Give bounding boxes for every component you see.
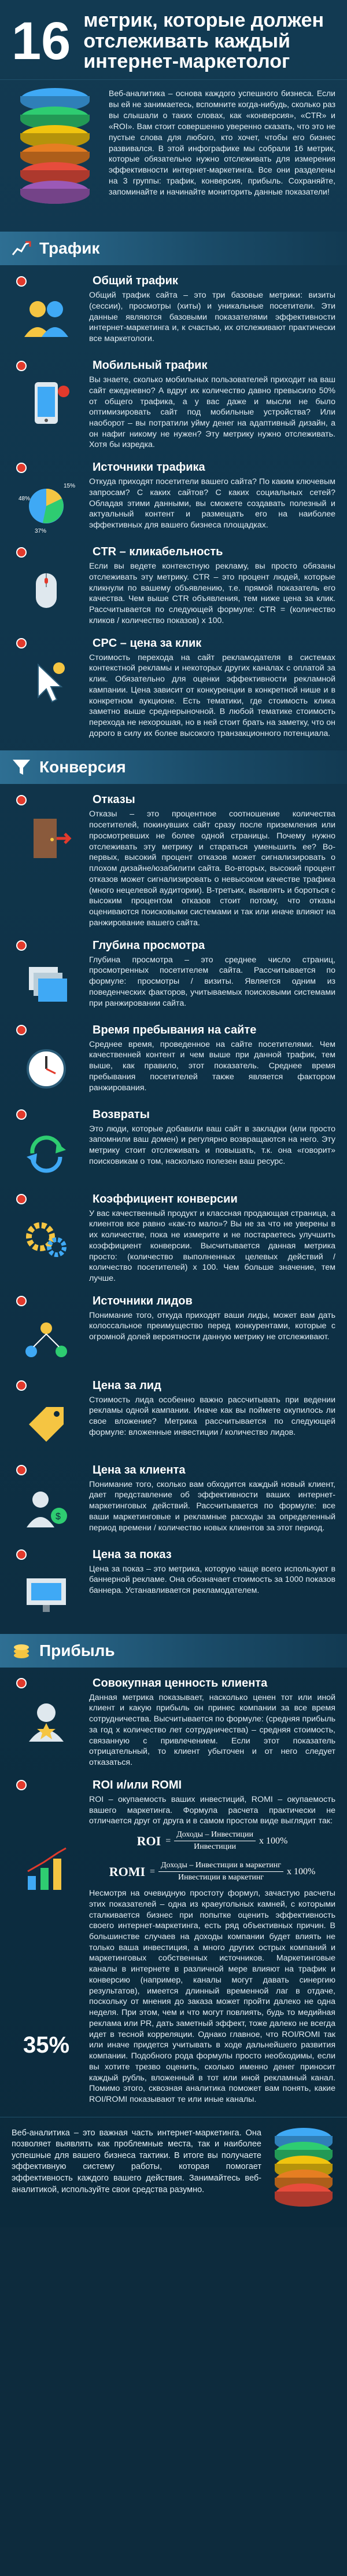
pin-icon xyxy=(16,1109,27,1120)
item-text: Это люди, которые добавили ваш сайт в закладки (или просто запомнили ваш домен) и регулярно возвращаются на него. Эту метрику стоит отслеживать и повышать, т.к. она «говорит» поисковикам о том, насколько полезен ваш ресурс. xyxy=(89,1124,335,1166)
section-profit xyxy=(0,1634,347,1668)
item-title: Время пребывания на сайте xyxy=(93,1023,257,1036)
metric-client-value xyxy=(0,1672,347,1774)
metric-cost-per-lead xyxy=(0,1375,347,1459)
formula-lhs: ROI xyxy=(136,1833,161,1848)
item-text: Данная метрика показывает, насколько ценен тот или иной клиент и какую прибыль он принес компании за все время сотрудничества. Высчитывается по формуле: (средняя прибыль за год x количество лет сотрудничества) – средняя стоимость, связанную с привлечением. Если этот показатель отрицательный, то клиент убыточен и от него следует отказаться. xyxy=(89,1692,336,1768)
section-conversion-title: Конверсия xyxy=(39,758,126,776)
pin-icon xyxy=(16,940,27,951)
item-text: Откуда приходят посетители вашего сайта? По каким ключевым запросам? С каких сайтов? С каких социальных сетей? Обладая этими данными, вы сможете создавать полезный и актуальный контент и размещать его на наиболее эффективных для вашего бизнеса площадках. xyxy=(89,477,335,530)
lead-sources-icon xyxy=(17,1311,75,1369)
metric-depth xyxy=(0,935,347,1019)
item-title: Источники лидов xyxy=(93,1294,193,1307)
section-profit-title: Прибыль xyxy=(39,1641,115,1659)
item-text: Среднее время, проведенное на сайте посетителями. Чем качественней контент и чем выше при данной трафик, тем выше, как правило, этот показатель. Среднее время пребывания посетителей также является фактором ранжирования. xyxy=(89,1039,335,1093)
metric-mobile-traffic xyxy=(0,354,347,456)
metric-ctr xyxy=(0,541,347,632)
item-text: Понимание того, сколько вам обходится каждый новый клиент, дает представление об эффективности ваших интернет-маркетинговых действий. Рассчитывается по формуле: все ваши маркетинговые и рекламные расходы за определенный период времени / количество новых клиентов за этот период. xyxy=(89,1479,335,1533)
conversion-gears-icon xyxy=(17,1209,75,1267)
item-text: Вы знаете, сколько мобильных пользователей приходит на ваш сайт ежедневно? А вдруг их количество давно превысило 50% от общего трафика, а у вас даже и мысли не было оптимизировать сайт под мобильные устройства? Или наоборот – вы потратили уйму денег на адаптивный дизайн, а он нафиг никому не нужен? Эту метрику нужно отслеживать. Хотя бы изредка. xyxy=(89,375,335,450)
item-text: Глубина просмотра – это среднее число страниц, просмотренных посетителем сайта. Рассчитывается по формуле: просмотры / визиты. Является одним из поведенческих факторов, учитываемых поисковыми системами при ранжировании сайта. xyxy=(89,955,335,1008)
return-arrows-icon xyxy=(17,1124,75,1182)
item-title: ROI и/или ROMI xyxy=(93,1778,182,1791)
item-title: Источники трафика xyxy=(93,461,205,474)
metric-conversion-rate xyxy=(0,1188,347,1290)
section-traffic xyxy=(0,232,347,265)
roi-percent-badge: 35% xyxy=(23,2032,70,2058)
pin-icon xyxy=(16,463,27,473)
layer-stack-icon xyxy=(272,2128,335,2215)
metric-bounces xyxy=(0,789,347,934)
price-tag-icon xyxy=(17,1395,75,1453)
metric-total-traffic xyxy=(0,270,347,354)
pie-label: 48% xyxy=(19,496,31,503)
pin-icon xyxy=(16,361,27,371)
metric-time-on-site xyxy=(0,1019,347,1104)
clock-icon xyxy=(17,1040,75,1098)
coins-icon xyxy=(10,1640,32,1662)
romi-formula: ROMI = $\frac{\text{Доходы – Инвестиции в маркетинг}}{\text{Инвестиции в маркетинг}}$ x 100% xyxy=(109,1861,316,1882)
metric-cost-per-client xyxy=(0,1459,347,1544)
depth-layers-icon xyxy=(17,955,75,1013)
pin-icon xyxy=(16,1549,27,1560)
metric-cost-per-impression xyxy=(0,1544,347,1628)
pin-icon xyxy=(16,276,27,287)
pie-label: 37% xyxy=(35,528,47,535)
layer-stack-icon xyxy=(12,88,98,215)
item-title: CTR – кликабельность xyxy=(93,545,223,559)
section-traffic-title: Трафик xyxy=(39,239,100,258)
footer xyxy=(0,2117,347,2227)
item-title: Цена за лид xyxy=(93,1379,161,1392)
metric-returns xyxy=(0,1104,347,1188)
formula-denominator: Инвестиции xyxy=(194,1842,237,1852)
formula-tail: x 100% xyxy=(259,1835,288,1846)
pin-icon xyxy=(16,1296,27,1306)
metric-cpc xyxy=(0,632,347,745)
item-text: Если вы ведете контекстную рекламу, вы просто обязаны отслеживать эту метрику. CTR – это процент людей, которые кликнули по вашему объявлению, т.е. прямой показатель его качества. Чем выше CTR объявления, тем ниже цена за клик. Рассчитывается по следующей формуле: CTR = (количество кликов / количество показов) x 100. xyxy=(89,562,335,625)
funnel-icon xyxy=(10,756,32,778)
metric-roi-romi xyxy=(0,1774,347,2111)
svg-text:$: $ xyxy=(56,1511,61,1522)
header-title xyxy=(83,10,324,72)
item-title: Отказы xyxy=(93,793,135,807)
traffic-sources-pie-icon xyxy=(17,477,75,535)
banner-display-icon xyxy=(17,1564,75,1622)
item-title: Цена за показ xyxy=(93,1548,172,1561)
item-title: Общий трафик xyxy=(93,274,178,288)
people-icon xyxy=(17,291,75,349)
metric-traffic-sources xyxy=(0,456,347,541)
item-title: Мобильный трафик xyxy=(93,359,208,372)
item-title: Совокупная ценность клиента xyxy=(93,1676,268,1690)
item-text: ROI – окупаемость ваших инвестиций, ROMI – окупаемость вашего маркетинга. Формула расчета практически не отличается друг от друга и в самом простом виде выглядит так: xyxy=(89,1794,335,1826)
pin-icon xyxy=(16,1678,27,1688)
item-title: Цена за клиента xyxy=(93,1463,186,1476)
header xyxy=(0,0,347,80)
header-title-line3: интернет-маркетолог xyxy=(83,50,290,73)
item-text: Общий трафик сайта – это три базовые метрики: визиты (сессии), просмотры (хиты) и уникальные посетители. Эти данные являются базовыми показателями эффективности интернет-маркетинга и, к счастью, их отслеживают практически все маркетологи. xyxy=(89,291,335,343)
item-text: Понимание того, откуда приходят ваши лиды, может вам дать колоссальное преимущество перед конкурентами, которые с огромной долей вероятности данную метрику не отслеживают. xyxy=(89,1310,335,1342)
roi-chart-icon xyxy=(17,1841,75,1899)
pin-icon xyxy=(16,1025,27,1035)
pie-label: 15% xyxy=(64,483,75,490)
cursor-click-icon xyxy=(17,653,75,711)
item-text: Стоимость лида особенно важно рассчитывать при ведении рекламы одной кампании. Иначе как вы поймете окупилось ли свое вложение? Метрика рассчитывается по следующей формуле: вложенные инвестиции / количество лидов. xyxy=(89,1395,335,1437)
pin-icon xyxy=(16,1780,27,1790)
item-title: Коэффициент конверсии xyxy=(93,1192,238,1205)
pin-icon xyxy=(16,1380,27,1391)
header-title-line2: отслеживать каждый xyxy=(83,30,290,52)
formula-numerator: Доходы – Инвестиции в маркетинг xyxy=(158,1861,283,1872)
exit-door-icon xyxy=(17,809,75,867)
metric-lead-sources xyxy=(0,1290,347,1375)
pin-icon xyxy=(16,1465,27,1475)
formula-tail: x 100% xyxy=(286,1866,316,1877)
footer-text: Веб-аналитика – это важная часть интернет-маркетинга. Она позволяет выявлять как проблемные места, так и наиболее успешные для вашего бизнеса тактики. В итоге вы получаете эффективную систему работы, которая помогает эффективность каждого вашего действия. Занимайтесь веб-аналитикой, используйте свои средства разумно. xyxy=(12,2128,261,2194)
item-title: Возвраты xyxy=(93,1108,150,1121)
item-text: Несмотря на очевидную простоту формул, зачастую расчеты этих показателей – одна из краеугольных камней, с которыми сталкивается бизнес при попытке оценить эффективность своего интернет-маркетинга, есть ряд объективных причин. В большинстве случаев на доходы компании будет влиять не только ваша инвестиция, а много других острых компаний и маркетинговых собственных источников. Маркетинговые каналы в интернете в различной мере влияют на трафик и конверсию (например, каналы могут давать синергию результатов), имеется длинный временной лаг в отдаче, поскольку от мнения до заказа может пройти далеко не одна неделя. При этом, чем и что могут повлиять, будь то медийная реклама или PR, дать заметный эффект, тоже далеко не всегда идет в тесной корреляции. Однако главное, что ROI/ROMI так или иначе придется учитывать в ходе дальнейшего развития компании. Подобного рода формулы просто необходимы, если вы хотите трезво оценить, сколько именно денег приносит каждый рубль, вложенный в тот или иной рекламный канал. Помимо этого, сквозная аналитика поможет вам понять, какие ROI/ROMI показывают те или иные каналы. xyxy=(89,1889,335,2104)
pin-icon xyxy=(16,638,27,648)
pin-icon xyxy=(16,1194,27,1204)
item-title: Глубина просмотра xyxy=(93,939,205,952)
formula-lhs: ROMI xyxy=(109,1864,146,1879)
mobile-traffic-icon xyxy=(17,375,75,433)
section-conversion xyxy=(0,750,347,784)
item-title: CPC – цена за клик xyxy=(93,636,202,650)
item-text: Отказы – это процентное соотношение количества посетителей, покинувших сайт сразу после приземления или просмотревших не более одной страницы. Почему нужно отслеживать эту метрику и стараться уменьшить ее? Во-первых, высокий процент отказов может сигнализировать о плохом дизайне/юзабилити сайта. Во-вторых, высокий процент отказов может сигнализировать о невысоком качестве трафика (много нецелевой аудитории). В-третьих, выявлять и бороться с высоким процентом отказов стоит потому, что отказы оцениваются поисковыми системами и так или иначе влияют на ранжирование вашего сайта. xyxy=(89,809,335,928)
item-text: Цена за показ – это метрика, которую чаще всего используют в баннерной рекламе. Она обозначает стоимость за 1000 показов баннера. Устанавливается рекламодателем. xyxy=(89,1564,335,1596)
formula-denominator: Инвестиции в маркетинг xyxy=(178,1873,264,1882)
intro-text: Веб-аналитика – основа каждого успешного бизнеса. Если вы ей не занимаетесь, вспомните когда-нибудь, сколько раз вы слышали о таких словах, как «конверсия», «CTR» и «ROI». Вам стоит совершенно уверенно сказать, что это не пустые слова для любого, кто хочет, чтобы его бизнес развивался. В этой инфографике мы собрали 16 метрик, которые обязательно нужно отслеживать для измерения эффективности интернет-маркетинга. Все они разделены на 3 группы: трафик, конверсия, прибыль. Сохраняйте, запоминайте и начинайте мониторить данные показатели! xyxy=(109,89,335,197)
pin-icon xyxy=(16,547,27,558)
client-value-icon xyxy=(17,1693,75,1751)
roi-formula: ROI = $\frac{\text{Доходы – Инвестиции}}{\text{Инвестиции}}$ x 100% xyxy=(136,1830,288,1852)
formula-numerator: Доходы – Инвестиции xyxy=(174,1830,256,1841)
client-cost-icon xyxy=(17,1480,75,1538)
header-number: 16 xyxy=(12,12,71,71)
item-text: Стоимость перехода на сайт рекламодателя в системах контекстной рекламы и некоторых других каналах с оплатой за клик. Обязательно для оценки эффективности рекламной кампании. Цена зависит от конкуренции в конкретной нише и в конкретном аукционе. Есть тематики, где стоимость клика заметно выше среднерыночной. В любой тематике стоимость перехода не нехорошая, но в ней стоит брать на заметку, что он дорого в силу их более высокого транзакционного потенциала. xyxy=(89,653,335,738)
pin-icon xyxy=(16,795,27,805)
intro xyxy=(0,80,347,226)
item-text: У вас качественный продукт и классная продающая страница, а клиентов все равно «как-то мало»? Вы не за что не уверены в их количестве, пока не измерите и не постараетесь улучшить коэффициент конверсии. Высчитывается данная метрика просто: (количество выполненных целевых действий / количество посетителей) x 100. Чем больше значение, тем лучше. xyxy=(89,1208,335,1283)
header-title-line1: метрик, которые должен xyxy=(83,9,324,31)
line-chart-icon xyxy=(10,237,32,259)
mouse-icon xyxy=(17,562,75,620)
